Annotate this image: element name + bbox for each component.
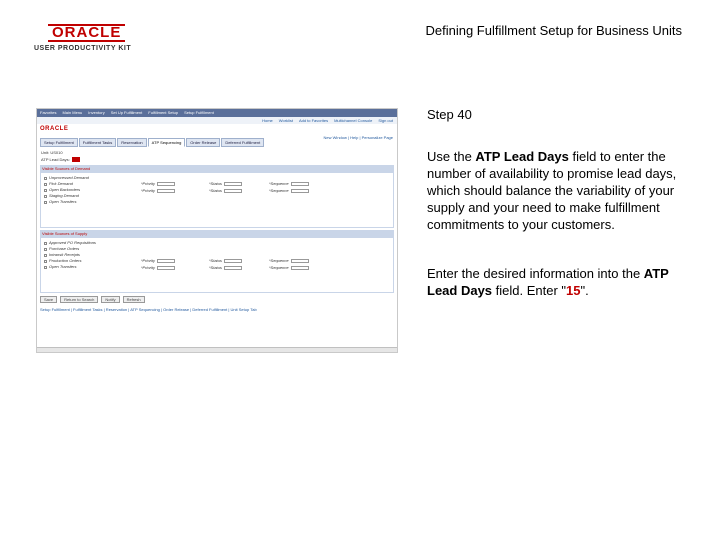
link-home[interactable]: Home [262,118,273,123]
notify-button[interactable]: Notify [101,296,119,303]
demand-checkbox[interactable]: Open Transfers [44,199,77,204]
step-number: Step 40 [427,107,472,122]
priority-field[interactable]: *Priority [141,265,175,270]
app-linkbar [37,117,397,124]
app-menubar [37,109,397,117]
save-button[interactable]: Save [40,296,57,303]
demand-checkbox[interactable]: Open Backorders [44,187,80,192]
demand-checkbox[interactable]: Unprocessed Demand [44,175,89,180]
lead-days-label: ATP Lead Days: [41,157,70,162]
sequence-field[interactable]: *Sequence [269,181,309,186]
menu-item[interactable]: Setup Fulfillment [184,110,214,115]
link-console[interactable]: Multichannel Console [334,118,373,123]
menu-item[interactable]: Set Up Fulfillment [110,110,143,115]
refresh-button[interactable]: Refresh [123,296,145,303]
demand-checkbox[interactable]: Staging Demand [44,193,79,198]
instruction-paragraph-2: Enter the desired information into the ATP Lead Days field. Enter "15". [427,266,669,298]
oracle-upk-logo [34,24,144,52]
page-nav-links[interactable]: New Window | Help | Personalize Page [323,135,393,140]
horizontal-scrollbar[interactable] [37,347,397,352]
oracle-logo-text: ORACLE [48,24,125,42]
demand-checkbox[interactable]: Pick Demand [44,181,73,186]
lead-days-row [37,156,397,163]
supply-checkbox[interactable]: Open Transfers [44,264,77,269]
link-signout[interactable]: Sign out [378,118,393,123]
menu-item[interactable]: Main Menu [62,110,83,115]
value-to-enter: 15 [566,283,581,298]
priority-field[interactable]: *Priority [141,258,175,263]
supply-checkbox[interactable]: Approved PO Requisitions [44,240,96,245]
status-field[interactable]: *Status [209,265,242,270]
priority-field[interactable]: *Priority [141,188,175,193]
demand-section [40,172,394,228]
app-oracle-logo: ORACLE [40,126,69,132]
supply-checkbox[interactable]: Intransit Receipts [44,252,80,257]
upk-logo-subtitle: USER PRODUCTIVITY KIT [34,45,132,52]
supply-checkbox[interactable]: Purchase Orders [44,246,79,251]
field-name-emphasis: ATP Lead Days [475,149,569,164]
supply-section [40,237,394,293]
menu-item[interactable]: Favorites [40,110,57,115]
sequence-field[interactable]: *Sequence [269,258,309,263]
tab-setup-fulfillment[interactable]: Setup Fulfillment [40,138,78,147]
link-favorites[interactable]: Add to Favorites [298,118,329,123]
tab-reservation[interactable]: Reservation [117,138,146,147]
tab-fulfillment-tasks[interactable]: Fulfillment Tasks [79,138,117,147]
link-worklist[interactable]: Worklist [278,118,293,123]
footer-links[interactable]: Setup Fulfillment | Fulfillment Tasks | Reservation | ATP Sequencing | Order Release | Deferred Fulfillment | Unit Setup Tab [40,307,257,313]
priority-field[interactable]: *Priority [141,181,175,186]
status-field[interactable]: *Status [209,258,242,263]
sequence-field[interactable]: *Sequence [269,265,309,270]
document-title: Defining Fulfillment Setup for Business Units [425,23,682,38]
menu-item[interactable]: Fulfillment Setup [148,110,179,115]
status-field[interactable]: *Status [209,181,242,186]
field-name-emphasis: ATP Lead Days [427,266,669,298]
supply-checkbox[interactable]: Production Orders [44,258,81,263]
return-to-search-button[interactable]: Return to Search [60,296,98,303]
tab-deferred-fulfillment[interactable]: Deferred Fulfillment [221,138,264,147]
instruction-paragraph-1: Use the ATP Lead Days field to enter the number of availability to promise lead days, which should balance the variability of your supply and your need to make fulfillment commitments to your customers. [427,149,677,232]
sequence-field[interactable]: *Sequence [269,188,309,193]
tab-atp-sequencing[interactable]: ATP Sequencing [148,138,186,147]
menu-item[interactable]: Inventory [88,110,105,115]
lead-days-field-highlight[interactable] [72,157,80,162]
action-buttons [40,296,394,303]
demand-section-header: Visible Sources of Demand [40,165,394,172]
tab-order-release[interactable]: Order Release [186,138,220,147]
status-field[interactable]: *Status [209,188,242,193]
supply-section-header: Visible Sources of Supply [40,230,394,237]
application-screenshot [36,108,398,353]
unit-line: Unit: US010 [41,150,63,155]
